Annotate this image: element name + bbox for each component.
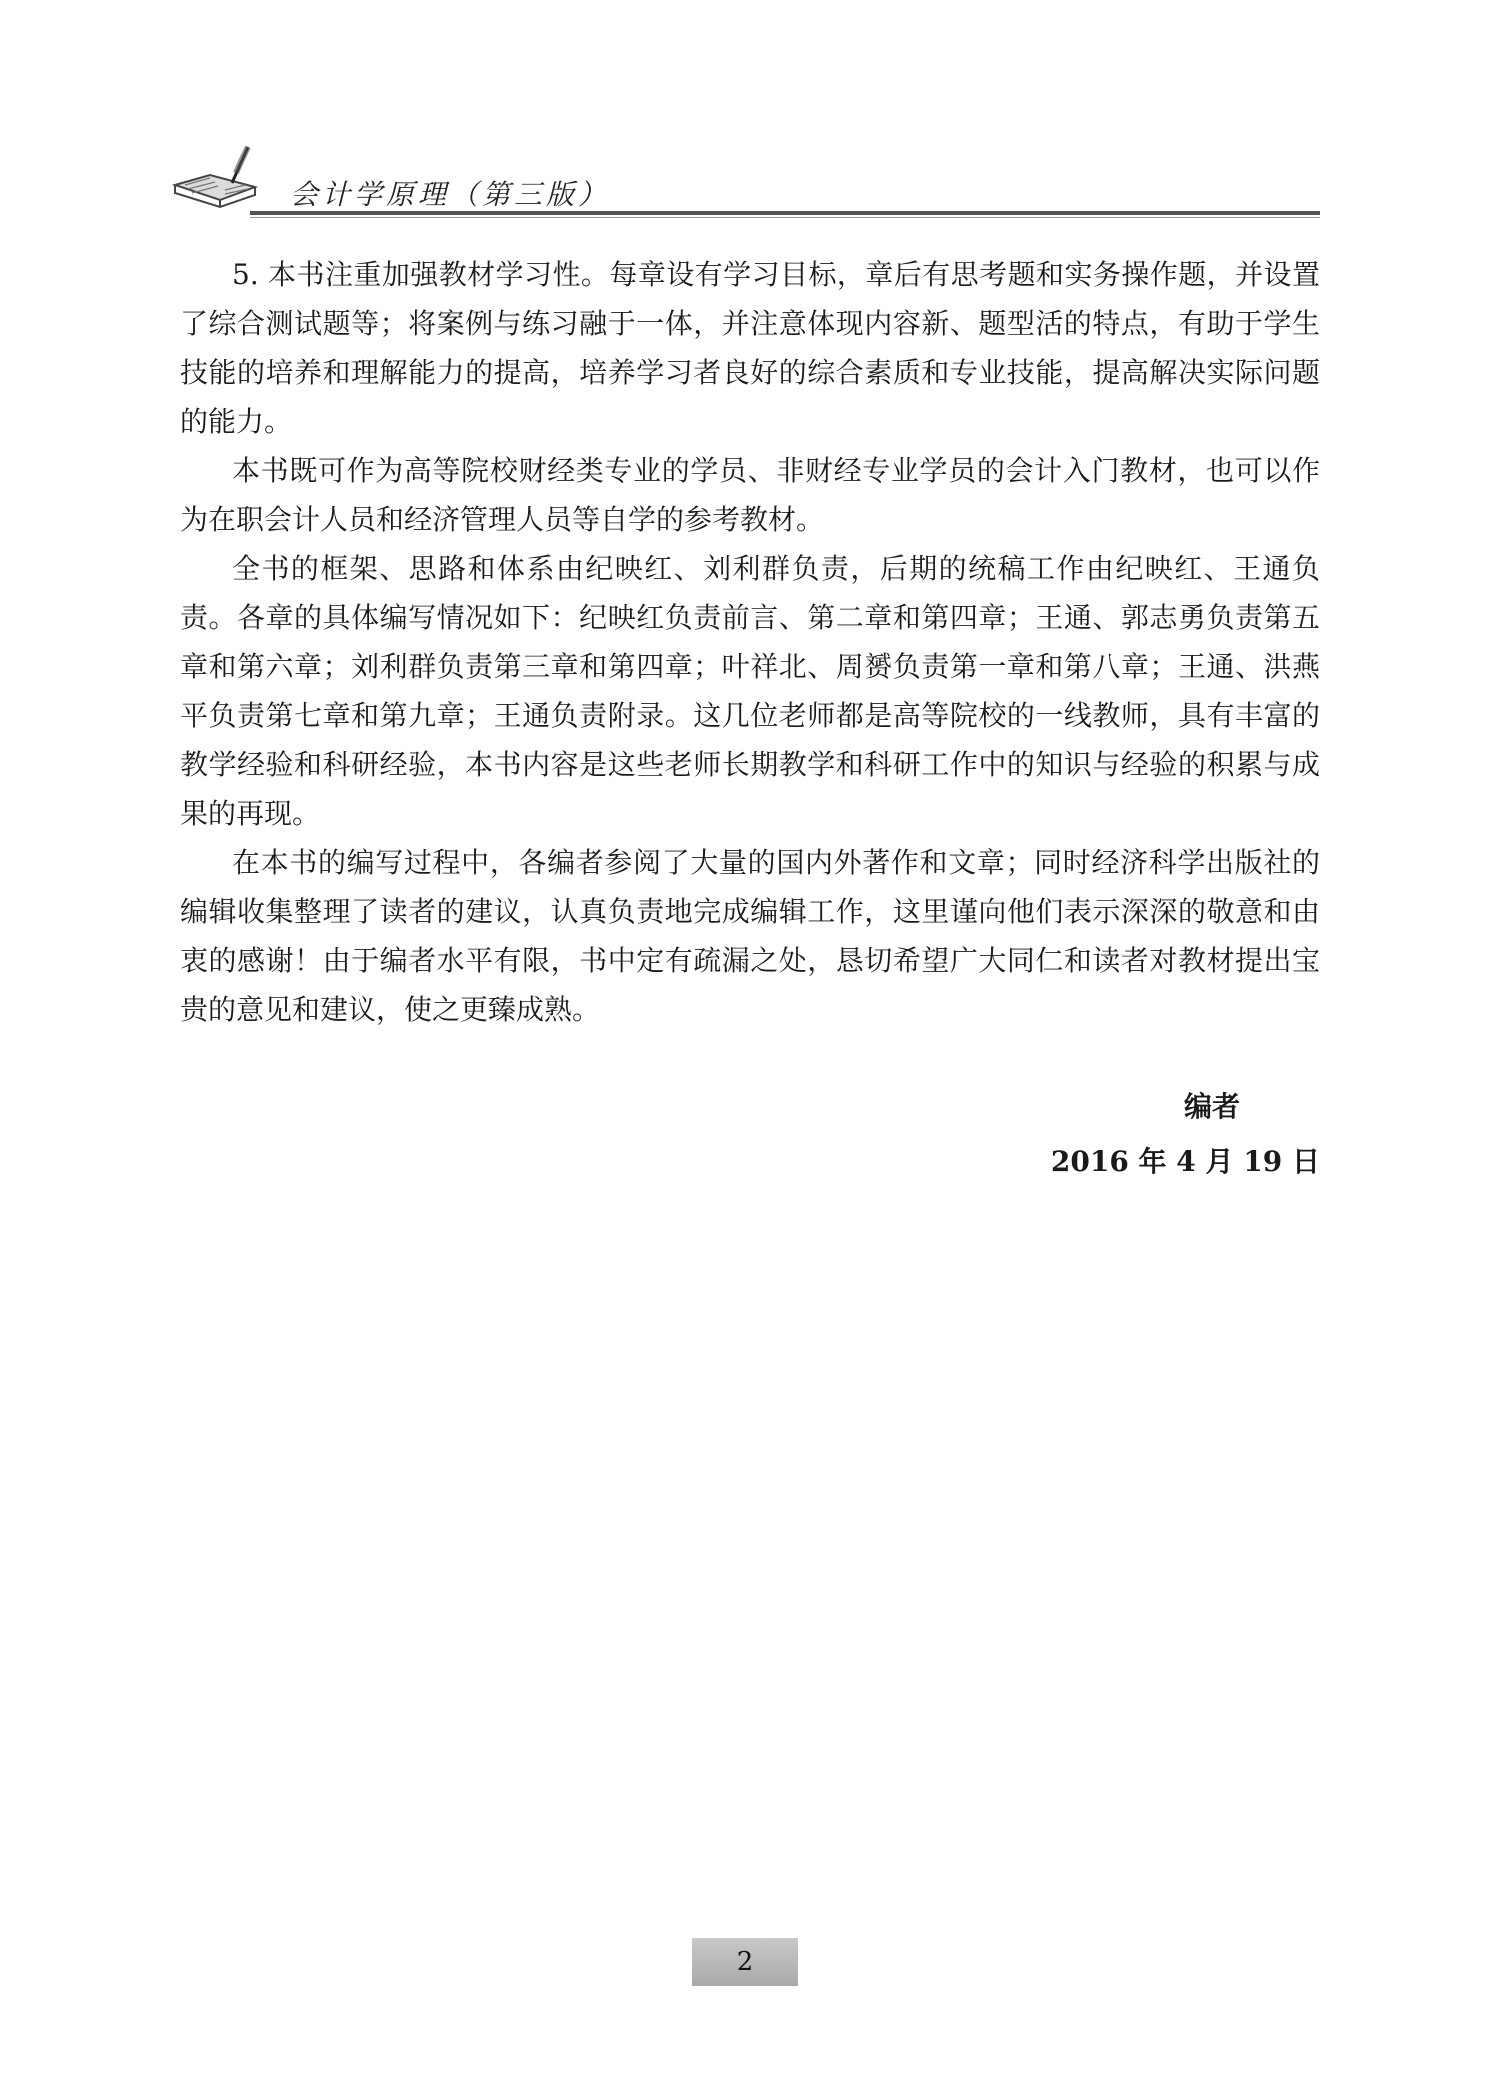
paragraph-4: 在本书的编写过程中，各编者参阅了大量的国内外著作和文章；同时经济科学出版社的编辑收集整理了读者的建议，认真负责地完成编辑工作，这里谨向他们表示深深的敬意和由衷的感谢！由于编者水平有限，书中定有疏漏之处，恳切希望广大同仁和读者对教材提出宝贵的意见和建议，使之更臻成熟。 (180, 846, 1320, 1026)
page-number: 2 (692, 1938, 798, 1986)
paragraph-1: 5. 本书注重加强教材学习性。每章设有学习目标，章后有思考题和实务操作题，并设置了综合测试题等；将案例与练习融于一体，并注意体现内容新、题型活的特点，有助于学生技能的培养和理解能力的提高，培养学习者良好的综合素质和专业技能，提高解决实际问题的能力。 (180, 258, 1320, 438)
body-text (180, 250, 1320, 1034)
header-rule (250, 211, 1320, 215)
paragraph-3: 全书的框架、思路和体系由纪映红、刘利群负责，后期的统稿工作由纪映红、王通负责。各章的具体编写情况如下：纪映红负责前言、第二章和第四章；王通、郭志勇负责第五章和第六章；刘利群负责第三章和第四章；叶祥北、周赟负责第一章和第八章；王通、洪燕平负责第七章和第九章；王通负责附录。这几位老师都是高等院校的一线教师，具有丰富的教学经验和科研经验，本书内容是这些老师长期教学和科研工作中的知识与经验的积累与成果的再现。 (180, 552, 1320, 830)
signature-block (1000, 1085, 1320, 1205)
signature-date: 2016 年 4 月 19 日 (1050, 1145, 1320, 1178)
signature-author: 编者 (1183, 1090, 1240, 1123)
header-rule-thin (250, 217, 1320, 218)
running-title: 会计学原理（第三版） (290, 178, 611, 211)
open-book-quill-icon (170, 145, 260, 225)
page-header (170, 145, 1320, 255)
paragraph-2: 本书既可作为高等院校财经类专业的学员、非财经专业学员的会计入门教材，也可以作为在职会计人员和经济管理人员等自学的参考教材。 (180, 454, 1320, 536)
